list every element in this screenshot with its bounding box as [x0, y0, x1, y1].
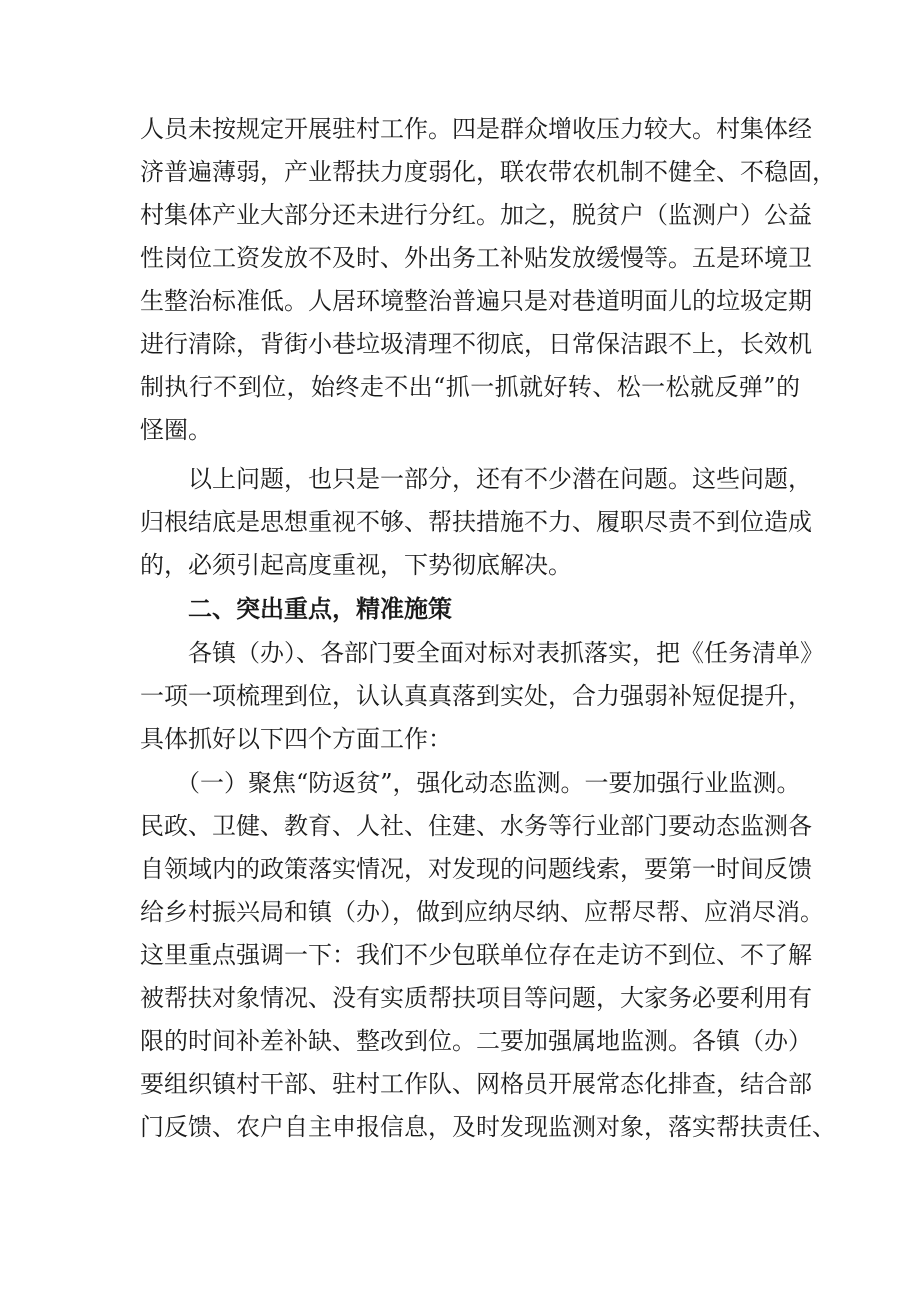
paragraph-line: 人员未按规定开展驻村工作。四是群众增收压力较大。村集体经	[140, 115, 812, 143]
paragraph-line: 以上问题，也只是一部分，还有不少潜在问题。这些问题，	[188, 465, 812, 493]
paragraph-line: 性岗位工资发放不及时、外出务工补贴发放缓慢等。五是环境卫	[140, 244, 812, 272]
paragraph-line: 民政、卫健、教育、人社、住建、水务等行业部门要动态监测各	[140, 812, 812, 840]
paragraph-line: 的，必须引起高度重视，下势彻底解决。	[140, 551, 572, 579]
section-heading: 二、突出重点，精准施策	[188, 595, 452, 623]
paragraph-line: 被帮扶对象情况、没有实质帮扶项目等问题，大家务必要利用有	[140, 984, 812, 1012]
paragraph-line: 门反馈、农户自主申报信息，及时发现监测对象，落实帮扶责任、	[140, 1113, 836, 1141]
paragraph-line: 各镇（办）、各部门要全面对标对表抓落实，把《任务清单》	[188, 639, 824, 667]
paragraph-line: 具体抓好以下四个方面工作：	[140, 725, 452, 753]
paragraph-line: 限的时间补差补缺、整改到位。二要加强属地监测。各镇（办）	[140, 1027, 812, 1055]
paragraph-line: 要组织镇村干部、驻村工作队、网格员开展常态化排查，结合部	[140, 1070, 812, 1098]
paragraph-line: 一项一项梳理到位，认认真真落到实处，合力强弱补短促提升，	[140, 682, 812, 710]
paragraph-line: （一）聚焦“防返贫”，强化动态监测。一要加强行业监测。	[176, 769, 801, 797]
paragraph-line: 这里重点强调一下：我们不少包联单位存在走访不到位、不了解	[140, 941, 812, 969]
paragraph-line: 自领域内的政策落实情况，对发现的问题线索，要第一时间反馈	[140, 855, 812, 883]
paragraph-line: 制执行不到位，始终走不出“抓一抓就好转、松一松就反弹”的	[140, 373, 800, 401]
paragraph-line: 进行清除，背街小巷垃圾清理不彻底，日常保洁跟不上，长效机	[140, 330, 812, 358]
paragraph-line: 生整治标准低。人居环境整治普遍只是对巷道明面儿的垃圾定期	[140, 287, 812, 315]
paragraph-line: 归根结底是思想重视不够、帮扶措施不力、履职尽责不到位造成	[140, 508, 812, 536]
paragraph-line: 怪圈。	[140, 416, 212, 444]
paragraph-line: 村集体产业大部分还未进行分红。加之，脱贫户（监测户）公益	[140, 201, 812, 229]
paragraph-line: 给乡村振兴局和镇（办），做到应纳尽纳、应帮尽帮、应消尽消。	[140, 898, 824, 926]
paragraph-line: 济普遍薄弱，产业帮扶力度弱化，联农带农机制不健全、不稳固，	[140, 158, 836, 186]
